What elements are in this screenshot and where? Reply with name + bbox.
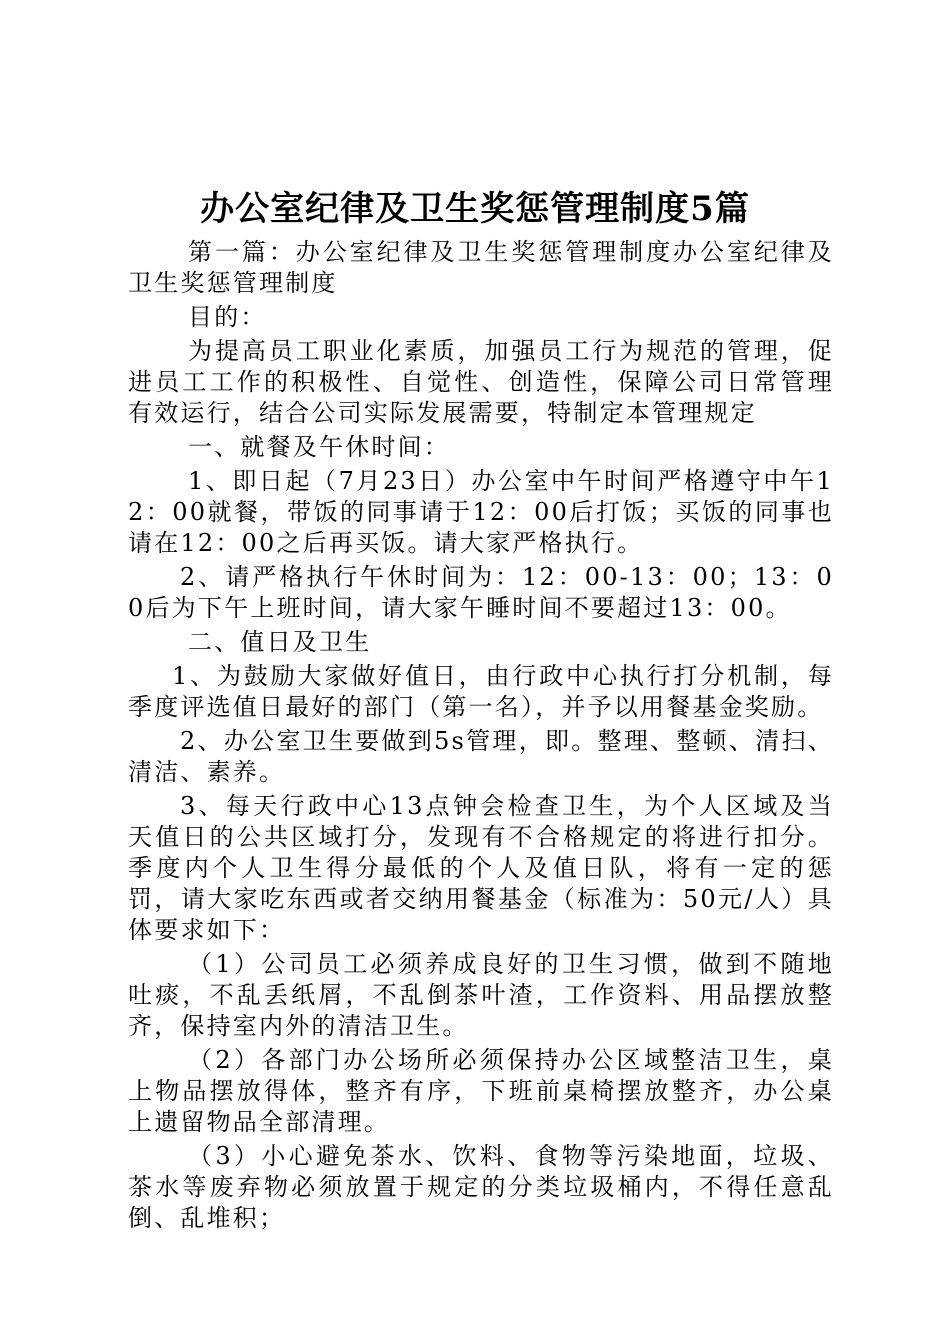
paragraph-requirement-3: （3）小心避免茶水、饮料、食物等污染地面，垃圾、茶水等废弃物必须放置于规定的分类垃圾桶内，不得任意乱倒、乱堆积； — [128, 1142, 834, 1232]
section-heading-meal-rest: 一、就餐及午休时间： — [188, 433, 450, 461]
paragraph-meal-rule-2: 2、请严格执行午休时间为：12：00-13：00；13：00后为下午上班时间，请大家午睡时间不要超过13：00。 — [128, 563, 834, 622]
document-body — [128, 237, 834, 1234]
paragraph-requirement-1: （1）公司员工必须养成良好的卫生习惯，做到不随地吐痰，不乱丢纸屑，不乱倒茶叶渣，工作资料、用品摆放整齐，保持室内外的清洁卫生。 — [128, 950, 834, 1040]
section-heading-duty-hygiene: 二、值日及卫生 — [188, 628, 372, 656]
paragraph-duty-rule-2: 2、办公室卫生要做到5s管理，即。整理、整顿、清扫、清洁、素养。 — [128, 727, 834, 786]
paragraph-purpose-text: 为提高员工职业化素质，加强员工行为规范的管理，促进员工工作的积极性、自觉性、创造性，保障公司日常管理有效运行，结合公司实际发展需要，特制定本管理规定 — [128, 337, 834, 427]
paragraph-requirement-2: （2）各部门办公场所必须保持办公区域整洁卫生，桌上物品摆放得体，整齐有序，下班前桌椅摆放整齐，办公桌上遗留物品全部清理。 — [128, 1046, 834, 1136]
paragraph-duty-rule-1: 1、为鼓励大家做好值日，由行政中心执行打分机制，每季度评选值日最好的部门（第一名），并予以用餐基金奖励。 — [128, 662, 834, 721]
paragraph-meal-rule-1: 1、即日起（7月23日）办公室中午时间严格遵守中午12：00就餐，带饭的同事请于12：00后打饭；买饭的同事也请在12：00之后再买饭。请大家严格执行。 — [128, 467, 834, 557]
paragraph-duty-rule-3: 3、每天行政中心13点钟会检查卫生，为个人区域及当天值日的公共区域打分，发现有不合格规定的将进行扣分。季度内个人卫生得分最低的个人及值日队，将有一定的惩罚，请大家吃东西或者交纳用餐基金（标准为：50元/人）具体要求如下： — [128, 792, 834, 944]
paragraph-purpose-label: 目的： — [188, 303, 267, 331]
document-title: 办公室纪律及卫生奖惩管理制度5篇 — [200, 189, 750, 229]
paragraph-chapter-heading: 第一篇：办公室纪律及卫生奖惩管理制度办公室纪律及卫生奖惩管理制度 — [128, 238, 834, 297]
